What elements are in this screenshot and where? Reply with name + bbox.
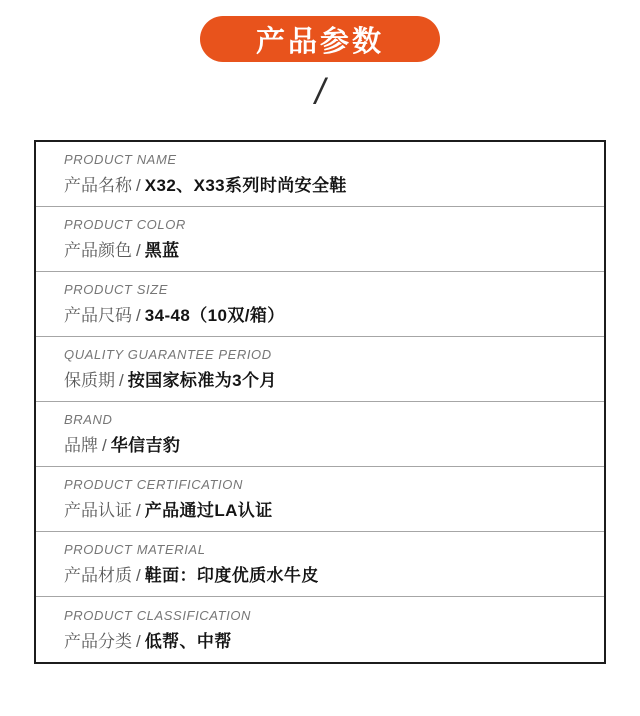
- spec-separator: /: [102, 436, 107, 455]
- spec-row-product-color: [36, 207, 604, 272]
- spec-line: [64, 431, 592, 456]
- product-spec-table: [34, 140, 606, 664]
- spec-line: [64, 627, 592, 652]
- spec-row-material: [36, 532, 604, 597]
- slash-divider: /: [314, 71, 325, 112]
- spec-value: 34-48（10双/箱）: [144, 306, 285, 325]
- spec-value: 低帮、中帮: [144, 631, 232, 651]
- spec-line: [64, 561, 592, 586]
- spec-value: X32、X33系列时尚安全鞋: [144, 176, 347, 195]
- spec-label-zh: 产品颜色: [64, 241, 132, 260]
- spec-separator: /: [136, 241, 141, 260]
- spec-value: 黑蓝: [144, 241, 180, 260]
- spec-value: 按国家标准为3个月: [127, 371, 277, 390]
- spec-label-en: PRODUCT SIZE: [64, 282, 168, 297]
- spec-value: 产品通过LA认证: [144, 501, 273, 520]
- spec-separator: /: [136, 176, 141, 195]
- spec-label-zh: 产品尺码: [64, 306, 132, 325]
- spec-row-certification: [36, 467, 604, 532]
- spec-separator: /: [136, 566, 141, 585]
- spec-label-en: BRAND: [64, 412, 113, 427]
- spec-label-en: PRODUCT CLASSIFICATION: [64, 607, 252, 623]
- spec-line: [64, 301, 592, 326]
- spec-line: [64, 496, 592, 521]
- spec-separator: /: [136, 631, 141, 651]
- spec-label-en: PRODUCT COLOR: [64, 217, 186, 232]
- spec-separator: /: [119, 371, 124, 390]
- spec-label-en: PRODUCT NAME: [64, 152, 177, 167]
- spec-label-zh: 产品名称: [64, 176, 132, 195]
- section-title-badge: [200, 16, 440, 62]
- spec-separator: /: [136, 306, 141, 325]
- spec-row-brand: [36, 402, 604, 467]
- spec-row-product-size: [36, 272, 604, 337]
- spec-label-en: QUALITY GUARANTEE PERIOD: [64, 347, 272, 362]
- spec-row-guarantee-period: [36, 337, 604, 402]
- spec-value: 华信吉豹: [110, 436, 181, 455]
- section-title-label: 产品参数: [255, 25, 384, 58]
- spec-row-classification: [36, 597, 604, 662]
- spec-line: [64, 171, 592, 196]
- spec-line: [64, 366, 592, 391]
- spec-label-en: PRODUCT CERTIFICATION: [64, 477, 243, 492]
- spec-label-zh: 保质期: [64, 371, 115, 390]
- spec-label-zh: 产品分类: [64, 631, 132, 651]
- spec-label-en: PRODUCT MATERIAL: [64, 542, 206, 557]
- spec-label-zh: 品牌: [64, 436, 98, 455]
- spec-label-zh: 产品认证: [64, 501, 132, 520]
- spec-label-zh: 产品材质: [64, 566, 132, 585]
- spec-separator: /: [136, 501, 141, 520]
- spec-value: 鞋面：印度优质水牛皮: [144, 566, 319, 585]
- spec-row-product-name: [36, 142, 604, 207]
- spec-line: [64, 236, 592, 261]
